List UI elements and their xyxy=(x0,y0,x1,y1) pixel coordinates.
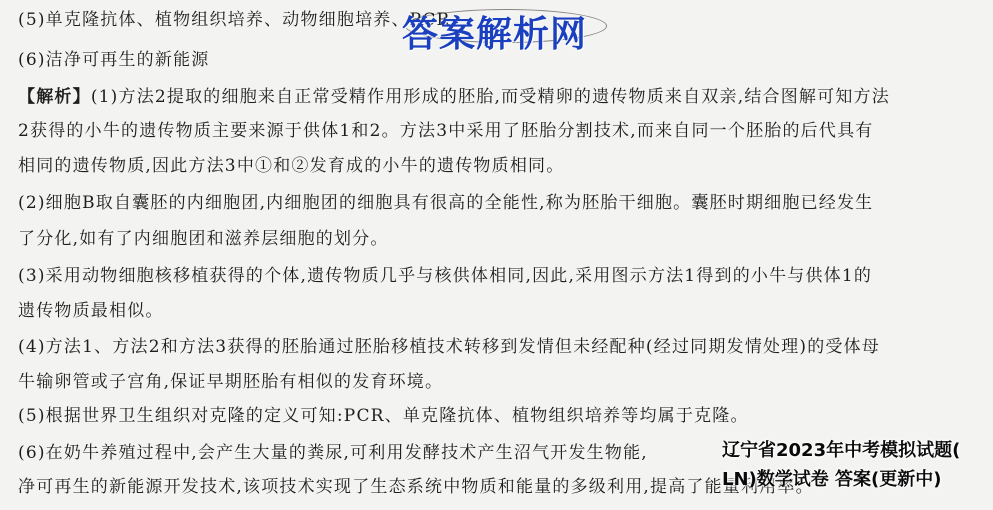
analysis-line-10: (5)根据世界卫生组织对克隆的定义可知:PCR、单克隆抗体、植物组织培养等均属于克隆。 xyxy=(18,406,749,426)
site-watermark: 答案解析网 xyxy=(402,13,588,55)
analysis-line-4: (2)细胞B取自囊胚的内细胞团,内细胞团的细胞具有很高的全能性,称为胚胎干细胞。囊胚时期细胞已经发生 xyxy=(18,193,874,213)
analysis-line-12: 净可再生的新能源开发技术,该项技术实现了生态系统中物质和能量的多级利用,提高了能量利用率。 xyxy=(18,477,814,497)
analysis-text-1: (1)方法2提取的细胞来自正常受精作用形成的胚胎,而受精卵的遗传物质来自双亲,结合图解可知方法 xyxy=(90,87,890,107)
footer-watermark xyxy=(722,436,992,494)
analysis-line-7: 遗传物质最相似。 xyxy=(18,301,164,321)
analysis-line-11: (6)在奶牛养殖过程中,会产生大量的粪尿,可利用发酵技术产生沼气开发生物能, xyxy=(18,443,648,463)
answer-line-6: (6)洁净可再生的新能源 xyxy=(18,50,210,70)
footer-watermark-line-1: 辽宁省2023年中考模拟试题( xyxy=(722,440,961,461)
analysis-line-3: 相同的遗传物质,因此方法3中①和②发育成的小牛的遗传物质相同。 xyxy=(18,156,565,176)
analysis-line-5: 了分化,如有了内细胞团和滋养层细胞的划分。 xyxy=(18,229,389,249)
analysis-line-9: 牛输卵管或子宫角,保证早期胚胎有相似的发育环境。 xyxy=(18,372,444,392)
analysis-line-8: (4)方法1、方法2和方法3获得的胚胎通过胚胎移植技术转移到发情但未经配种(经过同期发情处理)的受体母 xyxy=(18,337,880,357)
analysis-line-6: (3)采用动物细胞核移植获得的个体,遗传物质几乎与核供体相同,因此,采用图示方法1得到的小牛与供体1的 xyxy=(18,266,873,286)
analysis-line-2: 2获得的小牛的遗传物质主要来源于供体1和2。方法3中采用了胚胎分割技术,而来自同一个胚胎的后代具有 xyxy=(18,121,874,141)
footer-watermark-line-2: LN)数学试卷 答案(更新中) xyxy=(722,469,942,490)
analysis-line-1 xyxy=(18,86,890,108)
answer-line-5: (5)单克隆抗体、植物组织培养、动物细胞培养、PCR xyxy=(18,10,451,30)
analysis-label: 【解析】 xyxy=(18,87,91,107)
